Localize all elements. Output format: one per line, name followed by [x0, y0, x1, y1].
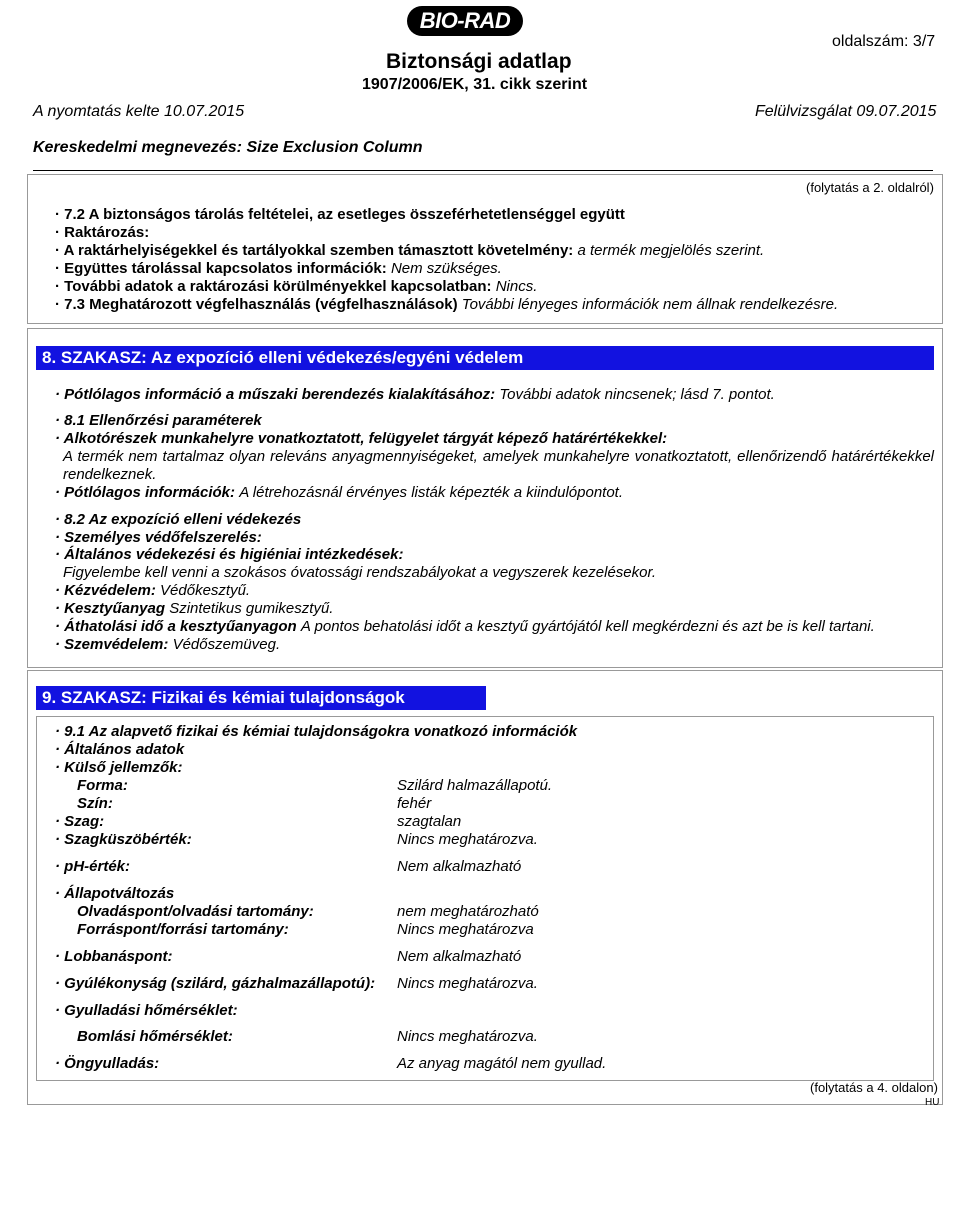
section9-heading: 9. SZAKASZ: Fizikai és kémiai tulajdonságok — [36, 686, 486, 710]
flammability-label: · Gyúlékonyság (szilárd, gázhalmazállapotú): — [55, 975, 376, 992]
trade-name: Kereskedelmi megnevezés: Size Exclusion Column — [33, 139, 423, 156]
s73 — [55, 296, 838, 313]
joint-storage — [55, 260, 502, 277]
glove-material-label: · Kesztyűanyag — [55, 600, 166, 617]
odor-threshold-value: Nincs meghatározva. — [397, 831, 538, 848]
ppe-label: · Személyes védőfelszerelés: — [55, 529, 262, 546]
melting-label: Olvadáspont/olvadási tartomány: — [77, 903, 314, 920]
hand-protection-value: Védőkesztyű. — [160, 582, 251, 599]
general-measures-label: · Általános védekezési és higiéniai intézkedések: — [55, 546, 404, 563]
page-number: oldalszám: 3/7 — [832, 33, 936, 50]
s82-title: · 8.2 Az expozíció elleni védekezés — [55, 511, 302, 528]
storage-requirement — [55, 242, 764, 259]
appearance-label: · Külső jellemzők: — [55, 759, 183, 776]
form-value: Szilárd halmazállapotú. — [397, 777, 553, 794]
melting-value: nem meghatározható — [397, 903, 539, 920]
s72-title: · 7.2 A biztonságos tárolás feltételei, az esetleges összeférhetetlenséggel együtt — [55, 206, 625, 223]
language-code: HU — [925, 1097, 940, 1108]
boiling-label: Forráspont/forrási tartomány: — [77, 921, 289, 938]
continued-from: (folytatás a 2. oldalról) — [806, 180, 934, 195]
decomposition-label: Bomlási hőmérséklet: — [77, 1028, 233, 1045]
s8-extra — [55, 386, 775, 403]
print-date: A nyomtatás kelte 10.07.2015 — [33, 103, 245, 120]
further-storage-label: · További adatok a raktározási körülményekkel kapcsolatban: — [55, 278, 492, 295]
continued-to: (folytatás a 4. oldalon) — [810, 1080, 938, 1095]
revision-date: Felülvizsgálat 09.07.2015 — [755, 103, 937, 120]
bio-rad-logo: BIO-RAD — [407, 6, 523, 36]
header-divider — [33, 170, 933, 171]
odor-value: szagtalan — [397, 813, 462, 830]
storage-requirement-value: a termék megjelölés szerint. — [577, 242, 765, 259]
ph-value: Nem alkalmazható — [397, 858, 522, 875]
components-label: · Alkotórészek munkahelyre vonatkoztatott, felügyelet tárgyát képező határértékekkel: — [55, 430, 668, 447]
further-storage-value: Nincs. — [495, 278, 538, 295]
s8-extra-value: További adatok nincsenek; lásd 7. pontot. — [499, 386, 775, 403]
form-label: Forma: — [77, 777, 128, 794]
s8-more — [55, 484, 623, 501]
state-change-label: · Állapotváltozás — [55, 885, 175, 902]
s91-title: · 9.1 Az alapvető fizikai és kémiai tulajdonságokra vonatkozó információk — [55, 723, 578, 740]
penetration-time-value: A pontos behatolási időt a kesztyű gyártójától kell megkérdezni és azt be is kell tartani. — [300, 618, 875, 635]
decomposition-value: Nincs meghatározva. — [397, 1028, 538, 1045]
components-text: A termék nem tartalmaz olyan releváns anyagmennyiségeket, amelyek munkahelyre vonatkoztatott, ellenőrizendő határértékekkel rendelkeznek. — [63, 448, 934, 483]
s81-title: · 8.1 Ellenőrzési paraméterek — [55, 412, 262, 429]
joint-storage-value: Nem szükséges. — [390, 260, 502, 277]
odor-label: · Szag: — [55, 813, 105, 830]
color-label: Szín: — [77, 795, 113, 812]
s8-more-label: · Pótlólagos információk: — [55, 484, 236, 501]
general-measures-text: Figyelembe kell venni a szokásos óvatossági rendszabályokat a vegyszerek kezelésekor. — [63, 564, 657, 581]
document-subtitle: 1907/2006/EK, 31. cikk szerint — [362, 76, 588, 93]
flash-point-value: Nem alkalmazható — [397, 948, 522, 965]
eye-protection-label: · Szemvédelem: — [55, 636, 169, 653]
storage-requirement-label: · A raktárhelyiségekkel és tartályokkal szemben támasztott követelmény: — [55, 242, 574, 259]
eye-protection — [55, 636, 280, 653]
odor-threshold-label: · Szagküszöbérték: — [55, 831, 192, 848]
flammability-value: Nincs meghatározva. — [397, 975, 538, 992]
s73-value: További lényeges információk nem állnak rendelkezésre. — [461, 296, 839, 313]
glove-material — [55, 600, 333, 617]
glove-material-value: Szintetikus gumikesztyű. — [169, 600, 334, 617]
penetration-time-label: · Áthatolási idő a kesztyűanyagon — [55, 618, 297, 635]
s8-more-value: A létrehozásnál érvényes listák képezték a kiindulópontot. — [239, 484, 624, 501]
further-storage — [55, 278, 537, 295]
flash-point-label: · Lobbanáspont: — [55, 948, 173, 965]
hand-protection — [55, 582, 250, 599]
color-value: fehér — [397, 795, 432, 812]
boiling-value: Nincs meghatározva — [397, 921, 534, 938]
s8-extra-label: · Pótlólagos információ a műszaki berendezés kialakításához: — [55, 386, 496, 403]
general-data: · Általános adatok — [55, 741, 185, 758]
s73-label: · 7.3 Meghatározott végfelhasználás (végfelhasználások) — [55, 296, 458, 313]
self-ignition-value: Az anyag magától nem gyullad. — [397, 1055, 607, 1072]
hand-protection-label: · Kézvédelem: — [55, 582, 156, 599]
ph-label: · pH-érték: — [55, 858, 131, 875]
joint-storage-label: · Együttes tárolással kapcsolatos információk: — [55, 260, 387, 277]
document-title: Biztonsági adatlap — [386, 50, 572, 73]
self-ignition-label: · Öngyulladás: — [55, 1055, 160, 1072]
eye-protection-value: Védőszemüveg. — [172, 636, 281, 653]
penetration-time — [55, 618, 875, 635]
ignition-temp-label: · Gyulladási hőmérséklet: — [55, 1002, 238, 1019]
storage-label: · Raktározás: — [55, 224, 150, 241]
section8-heading: 8. SZAKASZ: Az expozíció elleni védekezés/egyéni védelem — [36, 346, 934, 370]
